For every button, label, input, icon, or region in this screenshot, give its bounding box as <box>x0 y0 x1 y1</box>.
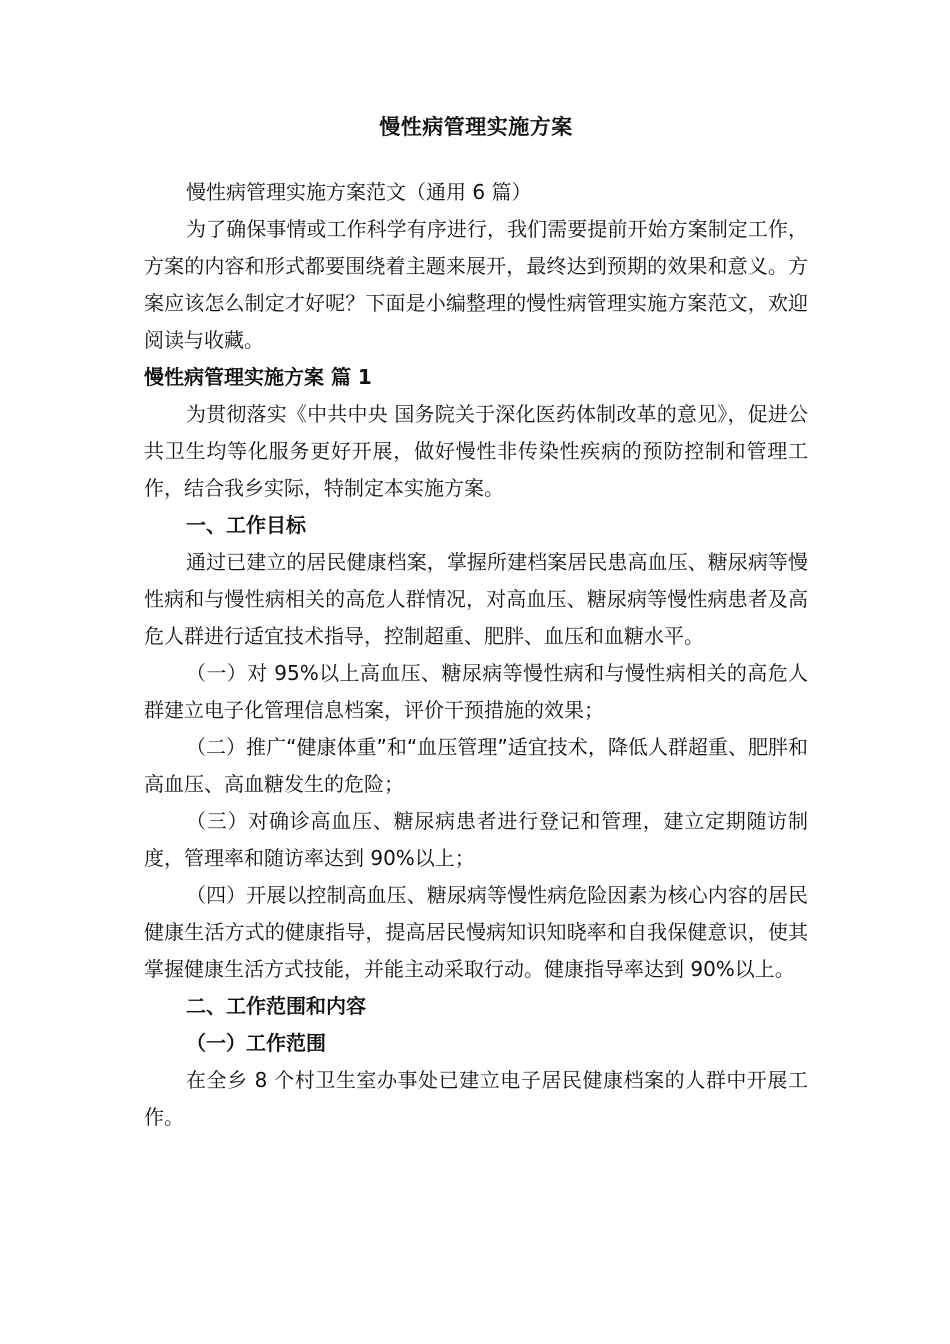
document-body <box>144 174 808 1136</box>
goal-item-1: （一）对 95%以上高血压、糖尿病等慢性病和与慢性病相关的高危人群建立电子化管理信息档案，评价干预措施的效果； <box>144 661 808 722</box>
goals-paragraph: 通过已建立的居民健康档案，掌握所建档案居民患高血压、糖尿病等慢性病和与慢性病相关的高危人群情况，对高血压、糖尿病等慢性病患者及高危人群进行适宜技术指导，控制超重、肥胖、血压和血糖水平。 <box>144 550 808 648</box>
document-title: 慢性病管理实施方案 <box>379 115 573 139</box>
intro-paragraph: 为了确保事情或工作科学有序进行，我们需要提前开始方案制定工作，方案的内容和形式都要围绕着主题来展开，最终达到预期的效果和意义。方案应该怎么制定才好呢？下面是小编整理的慢性病管理实施方案范文，欢迎阅读与收藏。 <box>144 217 808 352</box>
goal-item-3: （三）对确诊高血压、糖尿病患者进行登记和管理，建立定期随访制度，管理率和随访率达到 90%以上； <box>144 809 808 870</box>
section-heading-article-1: 慢性病管理实施方案 篇 1 <box>144 365 372 389</box>
heading-work-scope: （一）工作范围 <box>186 1031 326 1055</box>
heading-work-goals: 一、工作目标 <box>186 513 306 537</box>
goal-item-2: （二）推广“健康体重”和“血压管理”适宜技术，降低人群超重、肥胖和高血压、高血糖发生的危险； <box>144 735 808 796</box>
goal-item-4: （四）开展以控制高血压、糖尿病等慢性病危险因素为核心内容的居民健康生活方式的健康指导，提高居民慢病知识知晓率和自我保健意识，使其掌握健康生活方式技能，并能主动采取行动。健康指导率达到 90%以上。 <box>144 883 808 981</box>
purpose-paragraph: 为贯彻落实《中共中央 国务院关于深化医药体制改革的意见》，促进公共卫生均等化服务更好开展，做好慢性非传染性疾病的预防控制和管理工作，结合我乡实际，特制定本实施方案。 <box>144 402 808 500</box>
subtitle-paragraph: 慢性病管理实施方案范文（通用 6 篇） <box>186 180 532 204</box>
heading-scope-and-content: 二、工作范围和内容 <box>186 994 366 1018</box>
scope-paragraph: 在全乡 8 个村卫生室办事处已建立电子居民健康档案的人群中开展工作。 <box>144 1068 808 1129</box>
